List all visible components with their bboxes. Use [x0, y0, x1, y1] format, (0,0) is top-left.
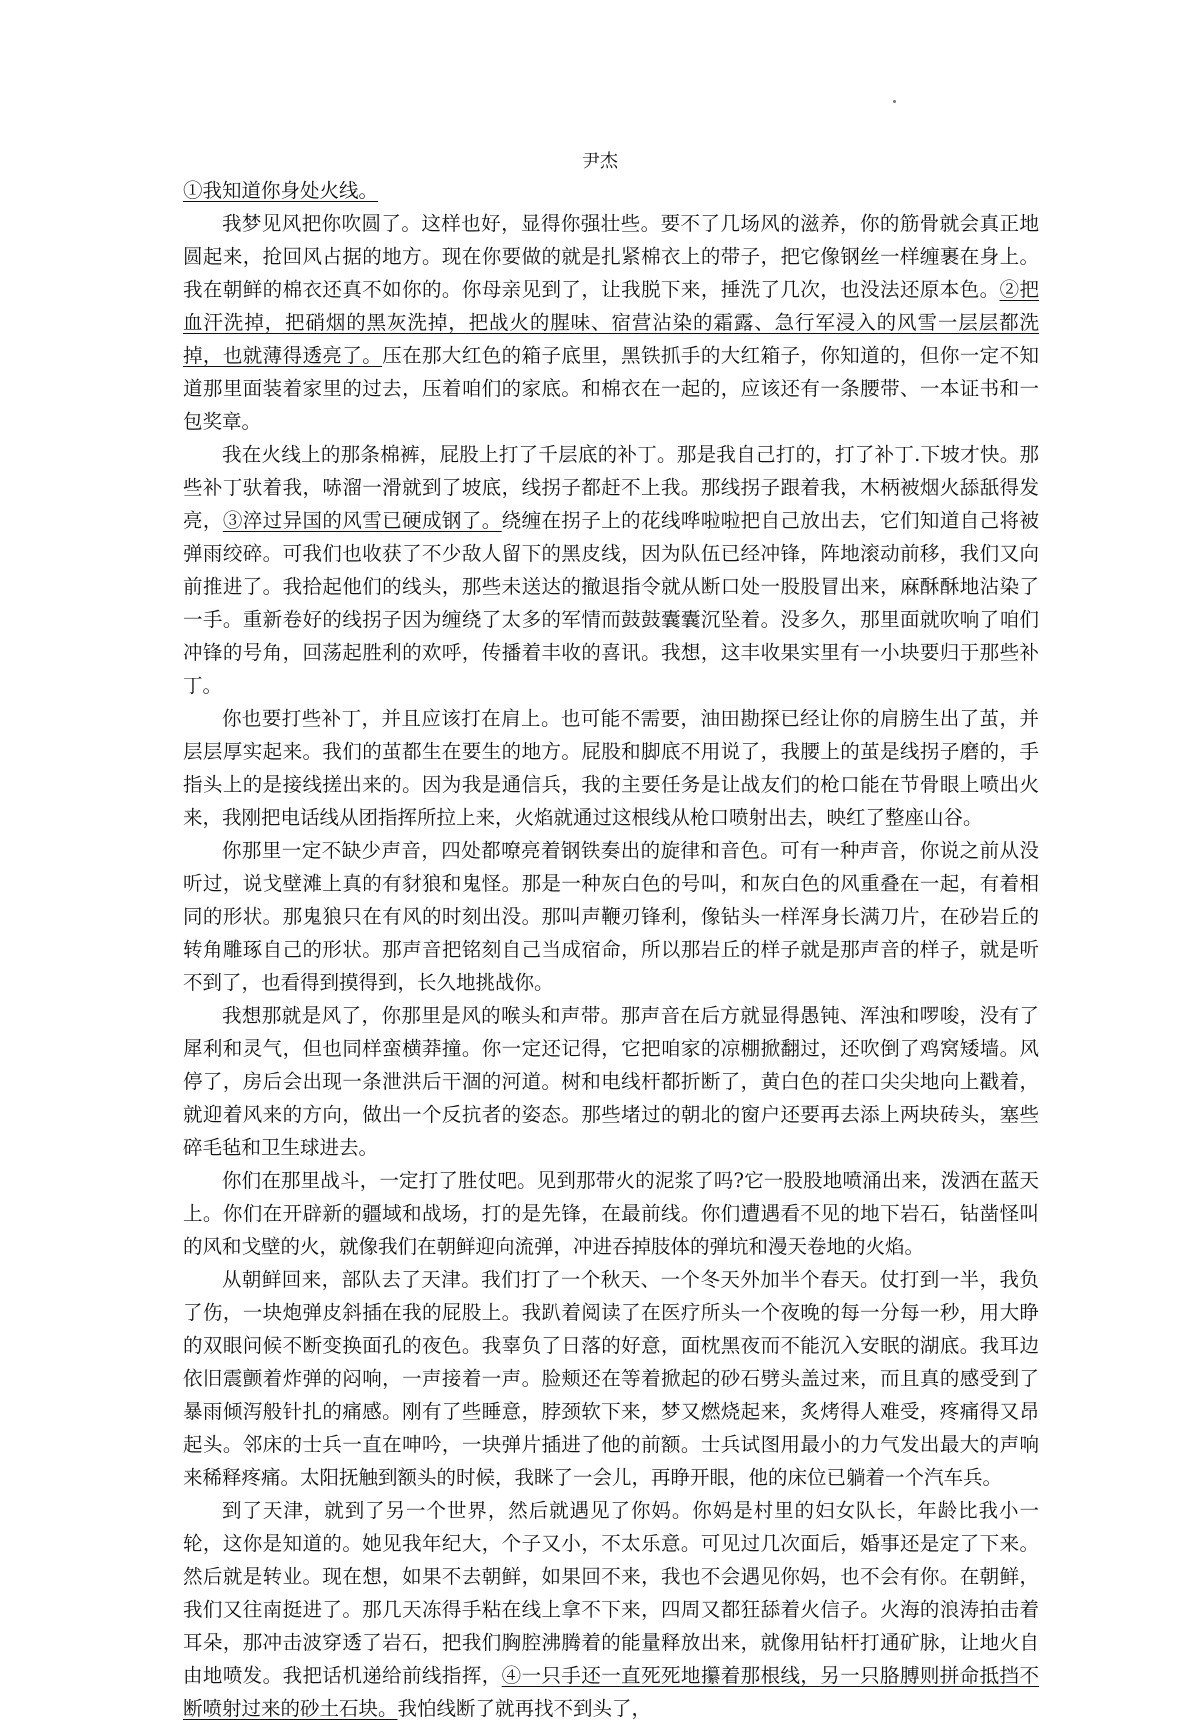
- paragraph-text: 压在那大红色的箱子底里，黑铁抓手的大红箱子，你知道的，但你一定不知道那里面装着家里的过去，压着咱们的家底。和棉衣在一起的，应该还有一条腰带、一本证书和一包奖章。: [183, 344, 1039, 433]
- paragraph-2: [183, 207, 1039, 438]
- underlined-sentence-2: ②把血汗洗掉，把硝烟的黑灰洗掉，把战火的腥味、宿营沾染的霜露、急行军浸入的风雪一层层都洗掉，也就薄得透亮了。: [183, 278, 1039, 367]
- paragraph-5: 你那里一定不缺少声音，四处都嘹亮着钢铁奏出的旋律和音色。可有一种声音，你说之前从没听过，说戈壁滩上真的有豺狼和鬼怪。那是一种灰白色的号叫，和灰白色的风重叠在一起，有着相同的形状。那鬼狼只在有风的时刻出没。那叫声鞭刃锋利，像钻头一样浑身长满刀片，在砂岩丘的转角雕琢自己的形状。那声音把铭刻自己当成宿命，所以那岩丘的样子就是那声音的样子，就是听不到了，也看得到摸得到，长久地挑战你。: [183, 839, 1039, 994]
- paragraph-text: 到了天津，就到了另一个世界，然后就遇见了你妈。你妈是村里的妇女队长，年龄比我小一轮，这你是知道的。她见我年纪大，个子又小，不太乐意。可见过几次面后，婚事还是定了下来。然后就是转业。现在想，如果不去朝鲜，如果回不来，我也不会遇见你妈，也不会有你。在朝鲜，我们又往南挺进了。那几天冻得手粘在线上拿不下来，四周又都狂舔着火信子。火海的浪涛拍击着耳朵，那冲击波穿透了岩石，把我们胸腔沸腾着的能量释放出来，就像用钻杆打通矿脉，让地火自由地喷发。我把话机递给前线指挥，: [183, 1499, 1039, 1687]
- scan-speck: [893, 100, 896, 103]
- paragraph-9: [183, 1494, 1039, 1725]
- paragraph-text: 我在火线上的那条棉裤，屁股上打了千层底的补丁。那是我自己打的，打了补丁.下坡才快。那些补丁驮着我，哧溜一滑就到了坡底，线拐子都赶不上我。那线拐子跟着我，木柄被烟火舔舐得发亮，: [183, 443, 1039, 532]
- paragraph-text: 我怕线断了就再找不到头了，: [397, 1697, 652, 1720]
- paragraph-text: 绕缠在拐子上的花线哗啦啦把自己放出去，它们知道自己将被弹雨绞碎。可我们也收获了不少敌人留下的黑皮线，因为队伍已经冲锋，阵地滚动前移，我们又向前推进了。我拾起他们的线头，那些未送达的撤退指令就从断口处一股股冒出来，麻酥酥地沾染了一手。重新卷好的线拐子因为缠绕了太多的军情而鼓鼓囊囊沉坠着。没多久，那里面就吹响了咱们冲锋的号角，回荡起胜利的欢呼，传播着丰收的喜讯。我想，这丰收果实里有一小块要归于那些补丁。: [183, 509, 1039, 697]
- paragraph-4: 你也要打些补丁，并且应该打在肩上。也可能不需要，油田勘探已经让你的肩膀生出了茧，并层层厚实起来。我们的茧都生在要生的地方。屁股和脚底不用说了，我腰上的茧是线拐子磨的，手指头上的是接线搓出来的。因为我是通信兵，我的主要任务是让战友们的枪口能在节骨眼上喷出火来，我刚把电话线从团指挥所拉上来，火焰就通过这根线从枪口喷射出去，映红了整座山谷。: [183, 707, 1039, 829]
- underlined-sentence-4: ④一只手还一直死死地攥着那根线，另一只胳膊则拼命抵挡不断喷射过来的砂土石块。: [183, 1664, 1039, 1720]
- paragraph-8: 从朝鲜回来，部队去了天津。我们打了一个秋天、一个冬天外加半个春天。仗打到一半，我负了伤，一块炮弹皮斜插在我的屁股上。我趴着阅读了在医疗所头一个夜晚的每一分每一秒，用大睁的双眼问候不断变换面孔的夜色。我辜负了日落的好意，面枕黑夜而不能沉入安眠的湖底。我耳边依旧震颤着炸弹的闷响，一声接着一声。脸颊还在等着掀起的砂石劈头盖过来，而且真的感受到了暴雨倾泻般针扎的痛感。刚有了些睡意，脖颈软下来，梦又燃烧起来，炙烤得人难受，疼痛得又昂起头。邻床的士兵一直在呻吟，一块弹片插进了他的前额。士兵试图用最小的力气发出最大的声响来稀释疼痛。太阳抚触到额头的时候，我眯了一会儿，再睁开眼，他的床位已躺着一个汽车兵。: [183, 1268, 1039, 1489]
- paragraph-1: [183, 174, 1039, 207]
- underlined-sentence-3: ③淬过异国的风雪已硬成钢了。: [222, 509, 502, 532]
- underlined-sentence-1: ①我知道你身处火线。: [183, 179, 379, 202]
- paragraph-text: 我梦见风把你吹圆了。这样也好，显得你强壮些。要不了几场风的滋养，你的筋骨就会真正地圆起来，抢回风占据的地方。现在你要做的就是扎紧棉衣上的带子，把它像钢丝一样缠裹在身上。我在朝鲜的棉衣还真不如你的。你母亲见到了，让我脱下来，捶洗了几次，也没法还原本色。: [183, 212, 1039, 301]
- author-name: 尹杰: [582, 151, 618, 172]
- paragraph-7: 你们在那里战斗，一定打了胜仗吧。见到那带火的泥浆了吗?它一股股地喷涌出来，泼洒在蓝天上。你们在开辟新的疆域和战场，打的是先锋，在最前线。你们遭遇看不见的地下岩石，钻凿怪叫的风和戈壁的火，就像我们在朝鲜迎向流弹，冲进吞掉肢体的弹坑和漫天卷地的火焰。: [183, 1169, 1039, 1258]
- paragraph-3: [183, 438, 1039, 702]
- paragraph-6: 我想那就是风了，你那里是风的喉头和声带。那声音在后方就显得愚钝、浑浊和啰唆，没有了犀利和灵气，但也同样蛮横莽撞。你一定还记得，它把咱家的凉棚掀翻过，还吹倒了鸡窝矮墙。风停了，房后会出现一条泄洪后干涸的河道。树和电线杆都折断了，黄白色的茬口尖尖地向上戳着，就迎着风来的方向，做出一个反抗者的姿态。那些堵过的朝北的窗户还要再去添上两块砖头，塞些碎毛毡和卫生球进去。: [183, 1004, 1039, 1159]
- article-body: [183, 174, 1039, 1725]
